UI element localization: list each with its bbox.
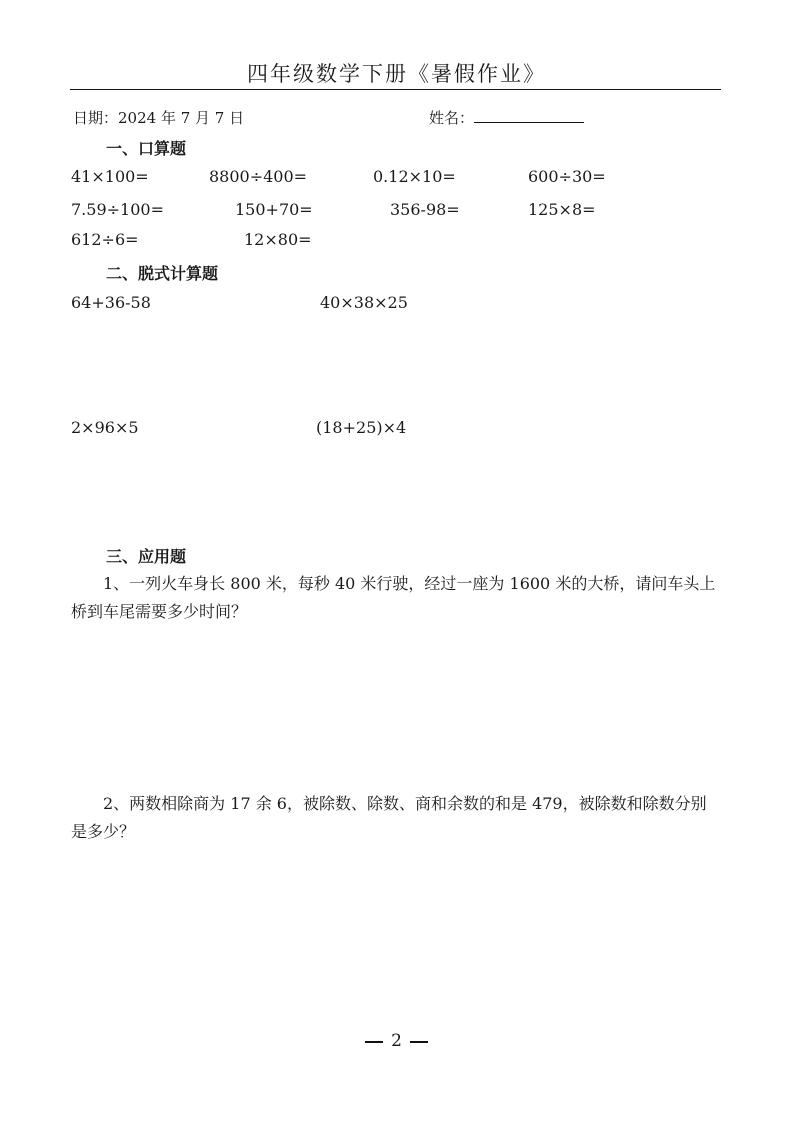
word-problem-2: 2、两数相除商为 17 余 6，被除数、除数、商和余数的和是 479，被除数和除数分别是多少？ [71, 794, 707, 841]
name-label: 姓名： [429, 109, 475, 127]
name-blank-line [474, 108, 584, 123]
section-heading-word-problems: 三、应用题 [106, 547, 187, 566]
oral-problem: 600÷30= [528, 167, 606, 186]
page-number: 2 [391, 1031, 402, 1051]
oral-problem: 356-98= [390, 200, 460, 219]
oral-problem: 7.59÷100= [71, 200, 164, 219]
name-field [429, 107, 584, 128]
oral-problem: 0.12×10= [373, 167, 456, 186]
oral-problem: 150+70= [235, 200, 313, 219]
stepwise-problem: (18+25)×4 [316, 418, 407, 437]
oral-problem: 125×8= [528, 200, 596, 219]
header-rule [70, 89, 721, 90]
word-problem-1: 1、一列火车身长 800 米，每秒 40 米行驶，经过一座为 1600 米的大桥，请问车头上桥到车尾需要多少时间？ [71, 574, 716, 621]
section-heading-oral: 一、口算题 [106, 139, 187, 158]
date-label: 日期：2024 年 7 月 7 日 [73, 109, 245, 127]
footer-dash-left [365, 1041, 383, 1043]
stepwise-problem: 64+36-58 [71, 293, 151, 312]
oral-problem: 41×100= [71, 167, 149, 186]
oral-problem: 8800÷400= [209, 167, 308, 186]
page-title: 四年级数学下册《暑假作业》 [247, 62, 546, 86]
stepwise-problem: 2×96×5 [71, 418, 139, 437]
stepwise-problem: 40×38×25 [320, 293, 408, 312]
oral-problem: 12×80= [244, 230, 312, 249]
page-footer [0, 1031, 793, 1051]
footer-dash-right [410, 1041, 428, 1043]
oral-problem: 612÷6= [71, 230, 139, 249]
section-heading-stepwise: 二、脱式计算题 [106, 264, 219, 283]
